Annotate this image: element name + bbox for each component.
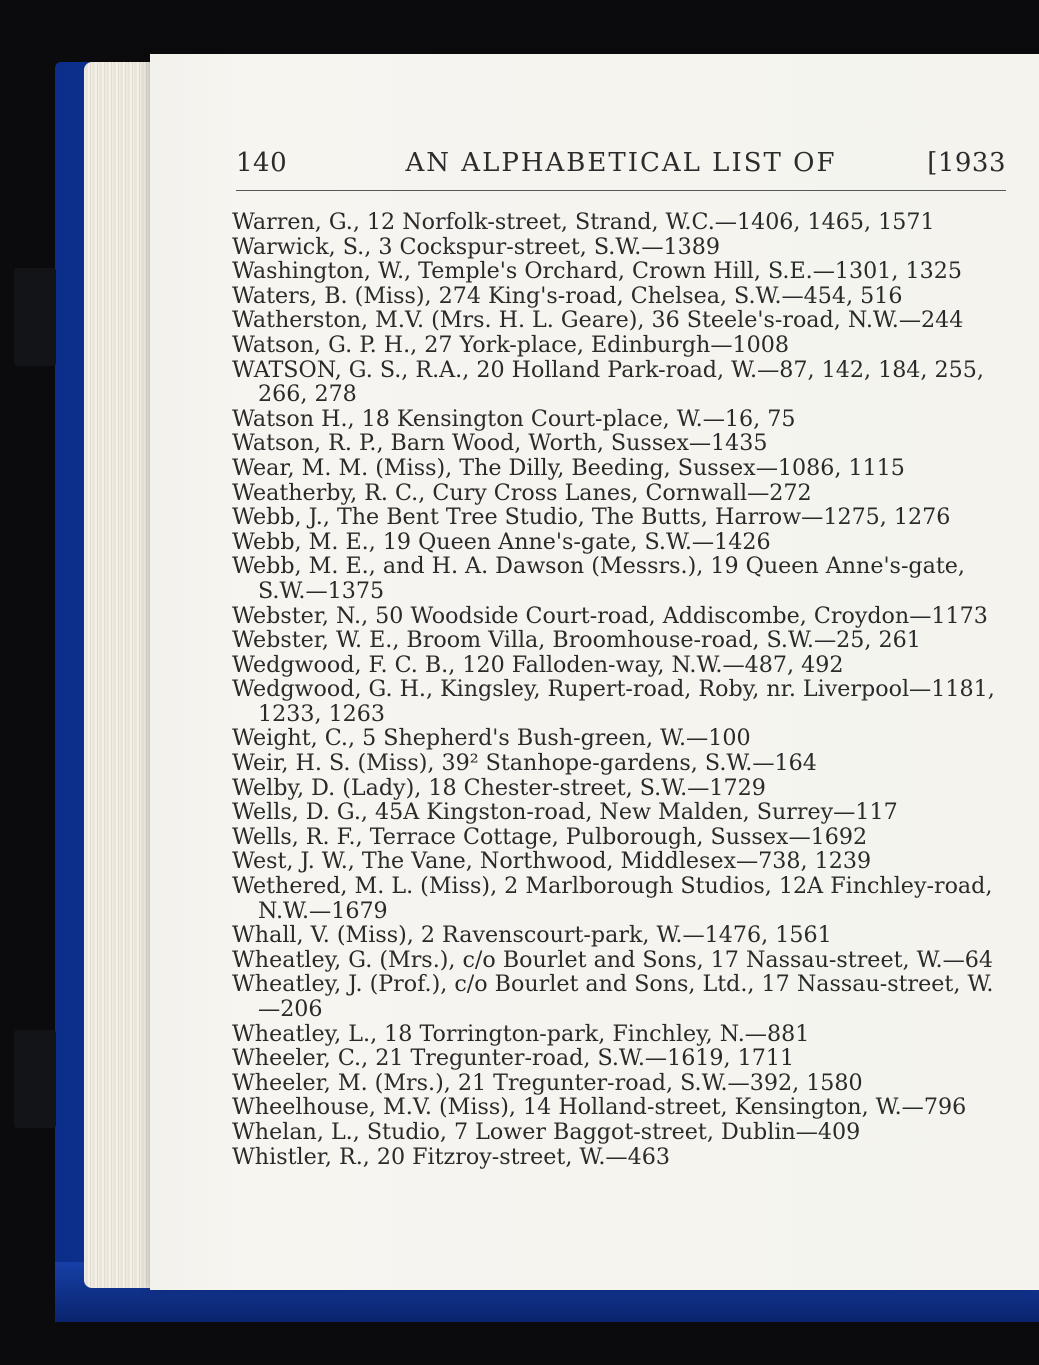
- page-header: [236, 148, 1006, 188]
- list-item: Watherston, M.V. (Mrs. H. L. Geare), 36 Steele's-road, N.W.—244: [232, 307, 964, 334]
- list-item: Welby, D. (Lady), 18 Chester-street, S.W.—1729: [232, 774, 766, 801]
- list-item: Weir, H. S. (Miss), 39² Stanhope-gardens, S.W.—164: [232, 750, 817, 777]
- list-item: Webb, J., The Bent Tree Studio, The Butts, Harrow—1275, 1276: [232, 504, 951, 531]
- list-item: Whelan, L., Studio, 7 Lower Baggot-street, Dublin—409: [232, 1118, 861, 1145]
- entry-list: [232, 210, 1012, 1169]
- list-item: Waters, B. (Miss), 274 King's-road, Chelsea, S.W.—454, 516: [232, 282, 903, 309]
- list-item: Weatherby, R. C., Cury Cross Lanes, Cornwall—272: [232, 479, 812, 506]
- list-item: Whistler, R., 20 Fitzroy-street, W.—463: [232, 1143, 670, 1170]
- list-item: Watson, G. P. H., 27 York-place, Edinburgh—1008: [232, 331, 789, 358]
- list-item: WATSON, G. S., R.A., 20 Holland Park-road, W.—87, 142, 184, 255, 266, 278: [232, 356, 984, 408]
- book-clip-top: [14, 268, 56, 366]
- list-item: Washington, W., Temple's Orchard, Crown Hill, S.E.—1301, 1325: [232, 258, 962, 285]
- list-item: Webster, W. E., Broom Villa, Broomhouse-road, S.W.—25, 261: [232, 627, 921, 654]
- list-item: Wethered, M. L. (Miss), 2 Marlborough Studios, 12A Finchley-road, N.W.—1679: [232, 873, 993, 924]
- list-item: Wheelhouse, M.V. (Miss), 14 Holland-street, Kensington, W.—796: [232, 1094, 967, 1121]
- list-item: Webster, N., 50 Woodside Court-road, Addiscombe, Croydon—1173: [232, 602, 988, 629]
- list-item: Wheeler, C., 21 Tregunter-road, S.W.—1619, 1711: [232, 1045, 795, 1072]
- list-item: Wheeler, M. (Mrs.), 21 Tregunter-road, S.W.—392, 1580: [232, 1069, 863, 1096]
- header-rule: [236, 190, 1006, 191]
- list-item: Watson H., 18 Kensington Court-place, W.—16, 75: [232, 405, 796, 432]
- list-item: Wedgwood, G. H., Kingsley, Rupert-road, Roby, nr. Liverpool—1181, 1233, 1263: [232, 676, 995, 727]
- list-item: Wheatley, G. (Mrs.), c/o Bourlet and Sons, 17 Nassau-street, W.—64: [232, 946, 993, 973]
- list-item: Webb, M. E., and H. A. Dawson (Messrs.), 19 Queen Anne's-gate, S.W.—1375: [232, 553, 965, 604]
- list-item: Wedgwood, F. C. B., 120 Falloden-way, N.W.—487, 492: [232, 651, 844, 678]
- list-item: Wear, M. M. (Miss), The Dilly, Beeding, Sussex—1086, 1115: [232, 454, 905, 481]
- running-title: AN ALPHABETICAL LIST OF: [405, 148, 837, 178]
- list-item: West, J. W., The Vane, Northwood, Middlesex—738, 1239: [232, 848, 872, 875]
- list-item: Wheatley, J. (Prof.), c/o Bourlet and Sons, Ltd., 17 Nassau-street, W.—206: [232, 971, 994, 1022]
- header-year: [1933: [927, 148, 1006, 178]
- page-number: 140: [236, 148, 288, 178]
- list-item: Watson, R. P., Barn Wood, Worth, Sussex—1435: [232, 430, 768, 457]
- list-item: Whall, V. (Miss), 2 Ravenscourt-park, W.—1476, 1561: [232, 922, 832, 949]
- list-item: Wells, D. G., 45A Kingston-road, New Malden, Surrey—117: [232, 799, 898, 826]
- list-item: Wells, R. F., Terrace Cottage, Pulborough, Sussex—1692: [232, 823, 868, 850]
- list-item: Warwick, S., 3 Cockspur-street, S.W.—1389: [232, 233, 720, 260]
- list-item: Wheatley, L., 18 Torrington-park, Finchley, N.—881: [232, 1020, 810, 1047]
- list-item: Weight, C., 5 Shepherd's Bush-green, W.—100: [232, 725, 751, 752]
- list-item: Warren, G., 12 Norfolk-street, Strand, W.C.—1406, 1465, 1571: [232, 209, 935, 235]
- list-item: Webb, M. E., 19 Queen Anne's-gate, S.W.—1426: [232, 528, 771, 555]
- book-clip-bottom: [14, 1030, 56, 1128]
